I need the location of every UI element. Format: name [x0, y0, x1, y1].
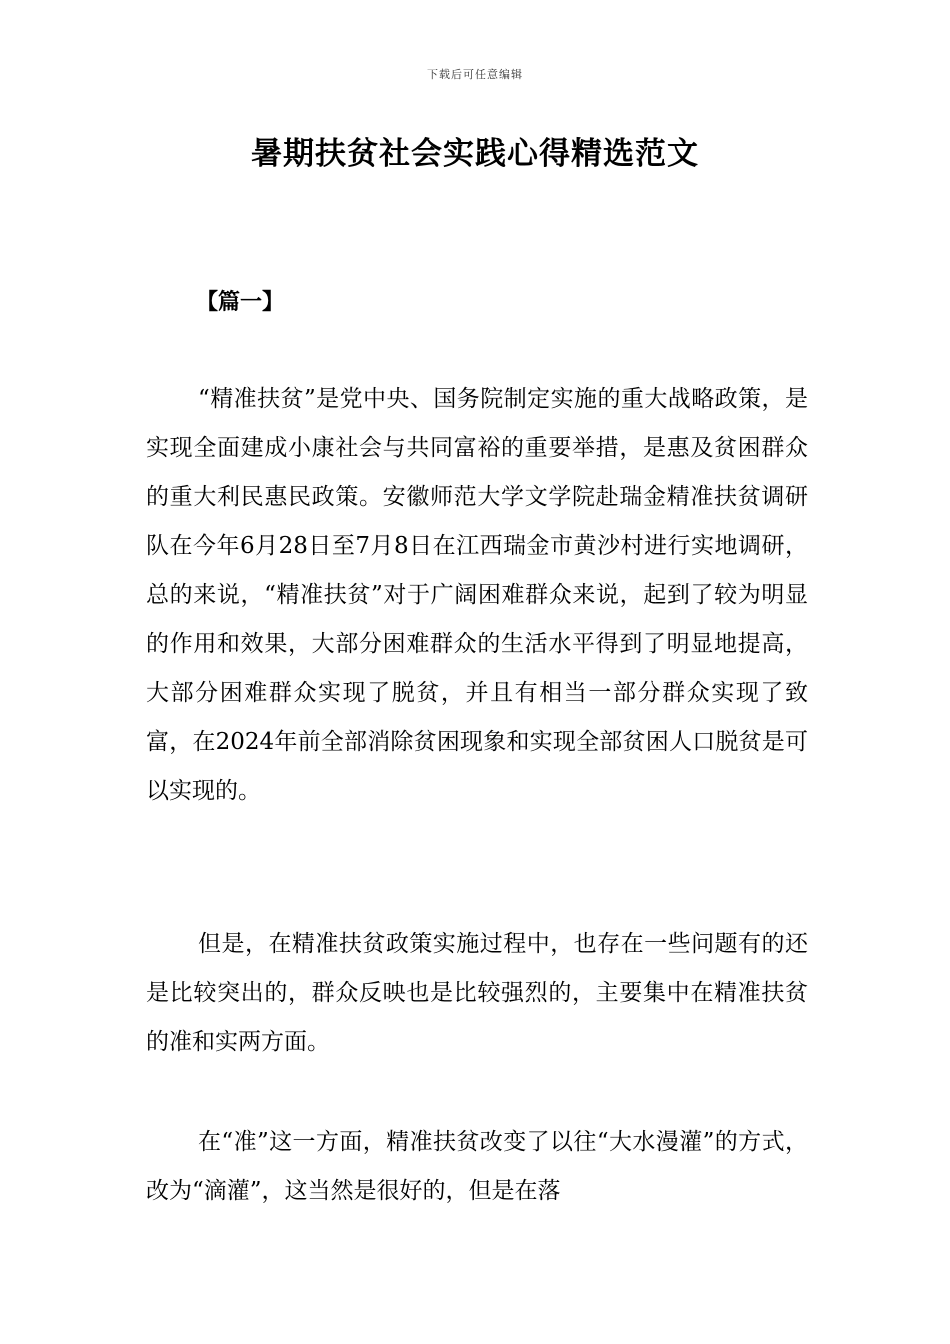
header-note: 下载后可任意编辑: [427, 68, 523, 81]
document-title: 暑期扶贫社会实践心得精选范文: [251, 136, 699, 172]
paragraph-1: “精准扶贫”是党中央、国务院制定实施的重大战略政策，是实现全面建成小康社会与共同富裕的重要举措，是惠及贫困群众的重大利民惠民政策。安徽师范大学文学院赴瑞金精准扶贫调研队在今年6月28日至7月8日在江西瑞金市黄沙村进行实地调研，总的来说，“精准扶贫”对于广阔困难群众来说，起到了较为明显的作用和效果，大部分困难群众的生活水平得到了明显地提高，大部分困难群众实现了脱贫，并且有相当一部分群众实现了致富，在2024年前全部消除贫困现象和实现全部贫困人口脱贫是可以实现的。: [146, 386, 808, 804]
section-label: 【篇一】: [196, 290, 285, 315]
paragraph-3: 在“准”这一方面，精准扶贫改变了以往“大水漫灌”的方式，改为“滴灌”，这当然是很好的，但是在落: [146, 1129, 808, 1204]
paragraph-2: 但是，在精准扶贫政策实施过程中，也存在一些问题有的还是比较突出的，群众反映也是比较强烈的，主要集中在精准扶贫的准和实两方面。: [146, 931, 808, 1055]
